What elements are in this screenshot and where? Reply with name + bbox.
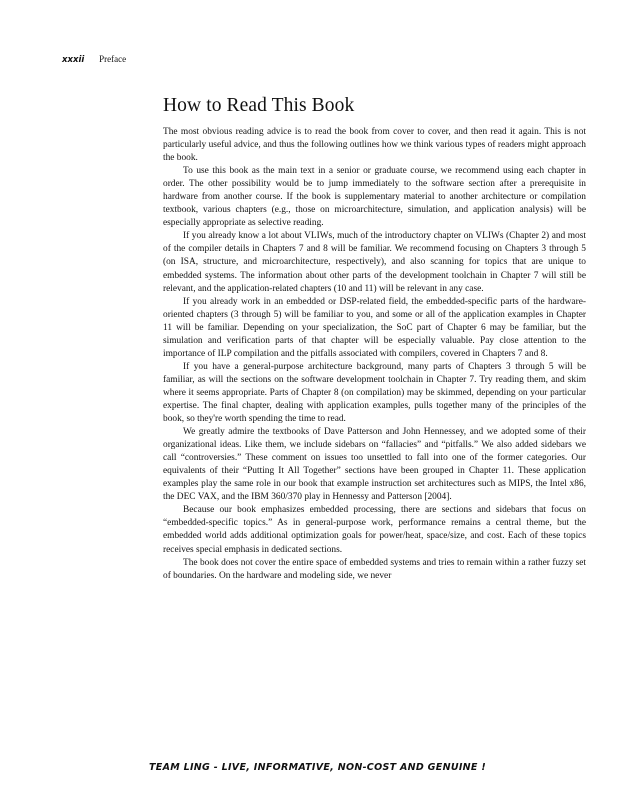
page-heading: How to Read This Book bbox=[163, 95, 355, 116]
paragraph: The book does not cover the entire space of embedded systems and tries to remain within a rather fuzzy set of boundaries. On the hardware and modeling side, we never bbox=[163, 557, 586, 581]
paragraph: Because our book emphasizes embedded processing, there are sections and sidebars that focus on “embedded-specific topics.” As in general-purpose work, performance remains a central theme, but the embedded world adds additional optimization goals for power/heat, space/size, and cost. Each of these topics receives special emphasis in dedicated sections. bbox=[163, 505, 586, 555]
page-number: xxxii bbox=[62, 55, 85, 65]
paragraph: We greatly admire the textbooks of Dave Patterson and John Hennessey, and we adopted some of their organizational ideas. Like them, we include sidebars on “fallacies” and “pitfalls.” We also added sidebars we call “controversies.” These comment on issues too unsettled to fall into one of the former categories. Our equivalents of their “Putting It All Together” sections have been grouped in Chapter 11. These application examples play the same role in our book that example instruction set architectures such as MIPS, the Intel x86, the DEC VAX, and the IBM 360/370 play in Hennessy and Patterson [2004]. bbox=[163, 427, 586, 503]
section-title: Preface bbox=[99, 54, 127, 64]
footer-watermark: TEAM LING - LIVE, INFORMATIVE, NON-COST AND GENUINE ! bbox=[149, 762, 486, 773]
paragraph: To use this book as the main text in a senior or graduate course, we recommend using each chapter in order. The other possibility would be to jump immediately to the software section after a prerequisite in hardware from another course. If the book is supplementary material to another architecture or compilation textbook, various chapters (e.g., those on microarchitecture, simulation, and application analysis) will be especially appropriate as selective reading. bbox=[163, 166, 586, 229]
paragraph: If you already work in an embedded or DSP-related field, the embedded-specific parts of the hardware-oriented chapters (3 through 5) will be familiar to you, and some or all of the application examples in Chapter 11 will be familiar. Depending on your specialization, the SoC part of Chapter 6 may be familiar, but the simulation and verification parts of that chapter will be especially valuable. Pay close attention to the importance of ILP compilation and the pitfalls associated with compilers, covered in Chapters 7 and 8. bbox=[163, 296, 586, 359]
paragraph: The most obvious reading advice is to read the book from cover to cover, and then read it again. This is not particularly useful advice, and thus the following outlines how we think various types of readers might approach the book. bbox=[163, 127, 586, 164]
body-content bbox=[163, 94, 586, 583]
paragraph: If you have a general-purpose architecture background, many parts of Chapters 3 through 5 will be familiar, as will the sections on the software development toolchain in Chapter 7. Try reading them, and skim where it seems appropriate. Parts of Chapter 8 (on compilation) may be skimmed, depending on your particular expertise. The final chapter, dealing with application examples, pulls together many of the principles of the book, so they're worth spending the time to read. bbox=[163, 361, 586, 425]
running-head bbox=[62, 53, 126, 66]
paragraph: If you already know a lot about VLIWs, much of the introductory chapter on VLIWs (Chapter 2) and most of the compiler details in Chapters 7 and 8 will be familiar. We recommend focusing on Chapters 3 through 5 (on ISA, structure, and microarchitecture, respectively), and also scanning for topics that are unique to embedded systems. The information about other parts of the development toolchain in Chapter 7 will still be relevant, and the application-related chapters (10 and 11) will be relevant in any case. bbox=[163, 231, 586, 294]
